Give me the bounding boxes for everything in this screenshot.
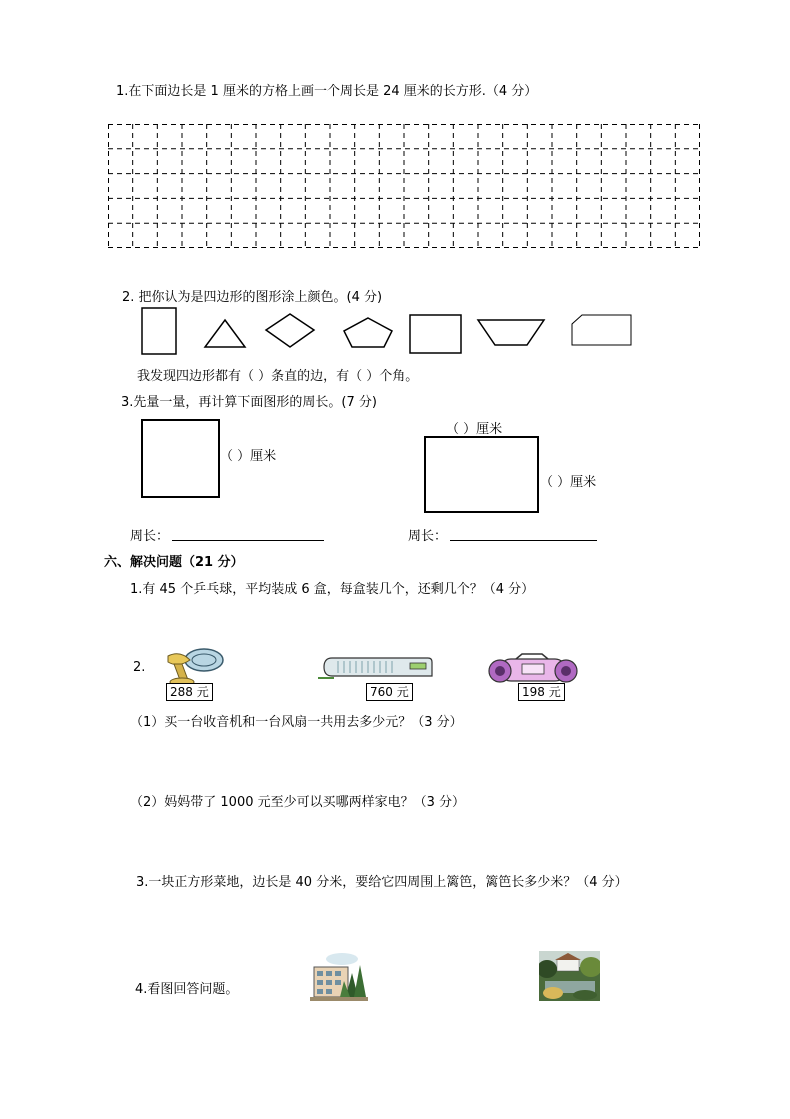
measure-square: [141, 419, 220, 498]
radio-price: 198 元: [518, 683, 565, 701]
section-6-heading: 六、解决问题（21 分）: [104, 555, 244, 570]
fan-icon: [160, 646, 224, 688]
problem-1-text: 1.有 45 个乒乓球，平均装成 6 盒，每盒装几个，还剩几个？（4 分）: [130, 582, 535, 597]
q2-finding: 我发现四边形都有（ ）条直的边，有（ ）个角。: [137, 369, 419, 384]
q2-text: 2. 把你认为是四边形的图形涂上颜色。(4 分): [122, 290, 383, 305]
measure-rectangle: [424, 436, 539, 513]
perimeter-label-1: 周长：: [130, 529, 170, 544]
perimeter-answer-line-2[interactable]: [450, 540, 597, 541]
school-building-icon: [308, 951, 370, 1003]
radio-icon: [486, 653, 580, 685]
trapezoid-shape[interactable]: [478, 320, 544, 345]
pentagon-shape[interactable]: [344, 318, 392, 347]
shapes-row: [130, 304, 650, 360]
rect-side-measure-blank[interactable]: （ ）厘米: [540, 475, 597, 490]
air-conditioner-icon: [318, 654, 434, 684]
problem-4-text: 4.看图回答问题。: [135, 982, 239, 997]
problem-3-text: 3.一块正方形菜地，边长是 40 分米，要给它四周围上篱笆，篱笆长多少米？（4 分）: [136, 875, 628, 890]
cut-corner-rectangle-shape[interactable]: [572, 315, 631, 345]
square-shape[interactable]: [410, 315, 461, 353]
rect-top-measure-blank[interactable]: （ ）厘米: [446, 422, 503, 437]
triangle-shape[interactable]: [205, 320, 245, 347]
perimeter-answer-line-1[interactable]: [172, 540, 324, 541]
square-measure-blank[interactable]: （ ）厘米: [220, 449, 277, 464]
air-conditioner-price: 760 元: [366, 683, 413, 701]
problem-2-number: 2.: [133, 660, 146, 675]
q1-text: 1.在下面边长是 1 厘米的方格上画一个周长是 24 厘米的长方形.（4 分）: [116, 84, 538, 99]
fan-price: 288 元: [166, 683, 213, 701]
problem-2-q1: （1）买一台收音机和一台风扇一共用去多少元？（3 分）: [130, 715, 463, 730]
park-scene-icon: [539, 951, 600, 1001]
problem-2-q2: （2）妈妈带了 1000 元至少可以买哪两样家电？（3 分）: [130, 795, 466, 810]
diamond-shape[interactable]: [266, 314, 314, 347]
q3-text: 3.先量一量，再计算下面图形的周长。(7 分): [121, 395, 377, 410]
perimeter-label-2: 周长：: [408, 529, 448, 544]
tall-rectangle-shape[interactable]: [142, 308, 176, 354]
dashed-square-grid[interactable]: [108, 124, 700, 248]
